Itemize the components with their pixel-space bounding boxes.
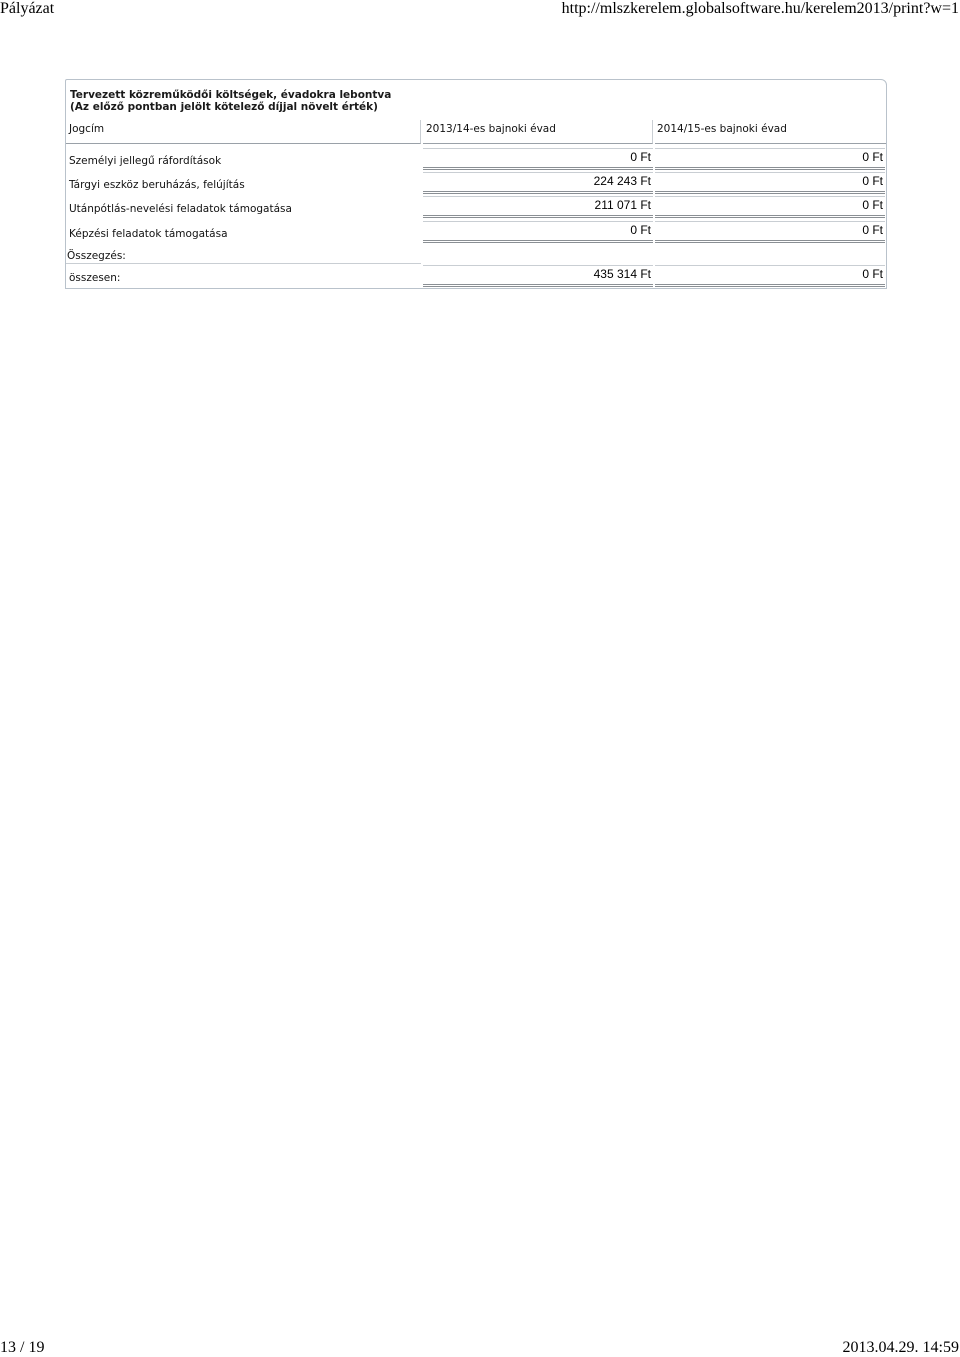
summary-heading: Összegzés:	[67, 250, 126, 262]
column-header-season-b: 2014/15-es bajnoki évad	[655, 120, 886, 144]
row-label: Tárgyi eszköz beruházás, felújítás	[69, 179, 245, 191]
value-season-b: 0 Ft	[655, 196, 885, 218]
panel-title	[70, 89, 830, 113]
row-label: Személyi jellegű ráfordítások	[69, 155, 222, 167]
table-row	[66, 146, 886, 170]
page-header-title: Pályázat	[0, 0, 55, 17]
page-header-url: http://mlszkerelem.globalsoftware.hu/kerelem2013/print?w=1	[561, 0, 959, 17]
cost-breakdown-panel	[65, 79, 887, 289]
page-number: 13 / 19	[0, 1339, 45, 1356]
table-header	[66, 120, 886, 144]
value-season-a: 0 Ft	[423, 221, 653, 243]
print-timestamp: 2013.04.29. 14:59	[842, 1339, 959, 1356]
column-header-label: Jogcím	[66, 120, 421, 144]
table-row	[66, 170, 886, 194]
total-season-a: 435 314 Ft	[423, 265, 653, 287]
row-label: Utánpótlás-nevelési feladatok támogatása	[69, 203, 292, 215]
total-season-b: 0 Ft	[655, 265, 885, 287]
row-label: Képzési feladatok támogatása	[69, 228, 228, 240]
value-season-a: 211 071 Ft	[423, 196, 653, 218]
summary-total-row	[66, 263, 886, 287]
column-header-season-a: 2013/14-es bajnoki évad	[423, 120, 653, 144]
total-label: összesen:	[69, 272, 121, 284]
value-season-a: 224 243 Ft	[423, 172, 653, 194]
value-season-a: 0 Ft	[423, 148, 653, 170]
panel-title-line-2: (Az előző pontban jelölt kötelező díjjal növelt érték)	[70, 101, 378, 113]
table-row	[66, 219, 886, 243]
value-season-b: 0 Ft	[655, 172, 885, 194]
value-season-b: 0 Ft	[655, 148, 885, 170]
panel-title-line-1: Tervezett közreműködői költségek, évadokra lebontva	[70, 89, 392, 101]
value-season-b: 0 Ft	[655, 221, 885, 243]
table-row	[66, 194, 886, 218]
